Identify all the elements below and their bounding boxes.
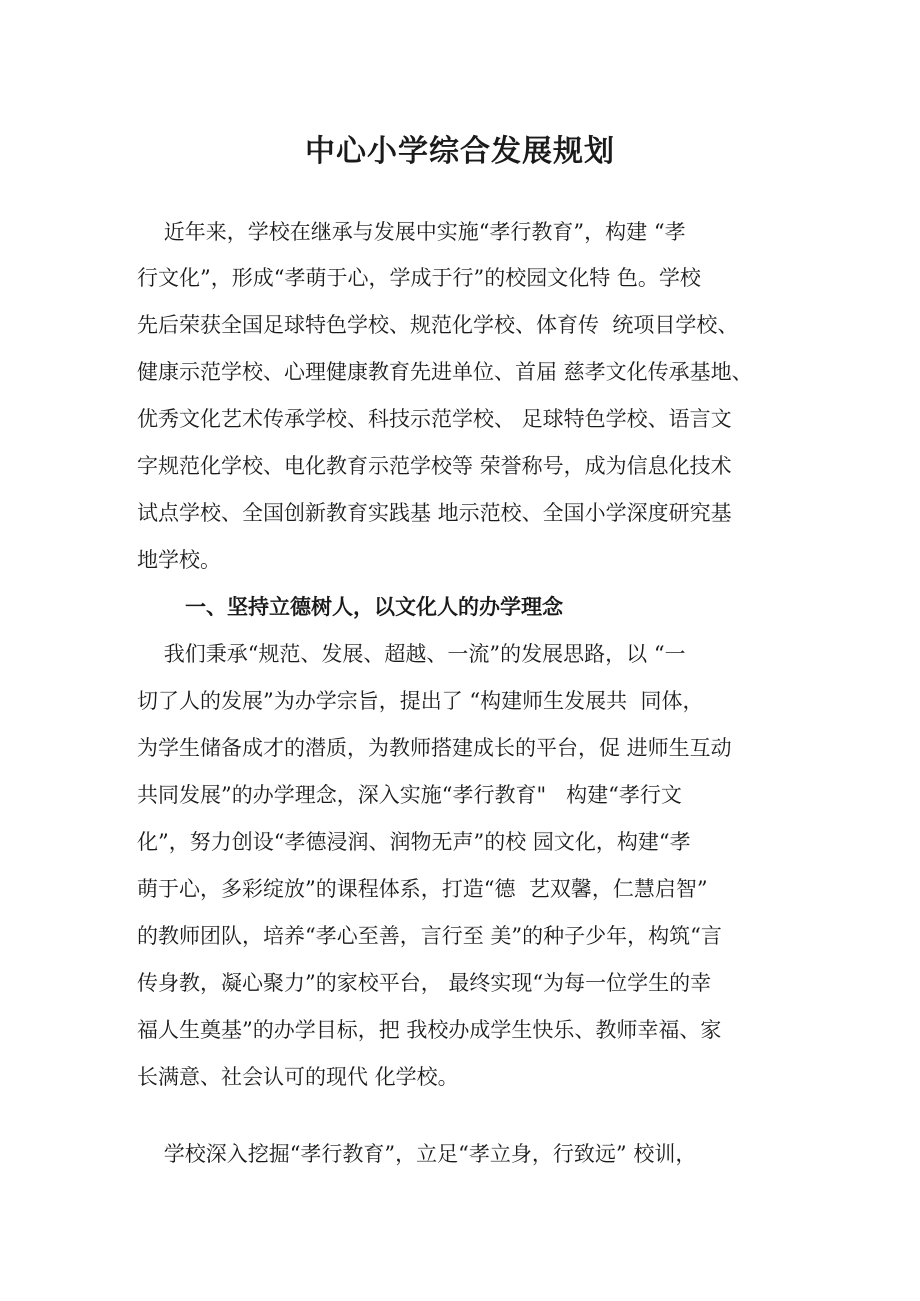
paragraph-line: 先后荣获全国足球特色学校、规范化学校、体育传 统项目学校、 bbox=[137, 313, 739, 337]
paragraph-line: 切了人的发展”为办学宗旨，提出了 “构建师生发展共 同体， bbox=[137, 689, 704, 713]
paragraph-line: 健康示范学校、心理健康教育先进单位、首届 慈孝文化传承基地、 bbox=[137, 360, 753, 384]
paragraph-line: 我们秉承“规范、发展、超越、一流”的发展思路，以 “一 bbox=[137, 642, 686, 666]
paragraph-line: 化”，努力创设“孝德浸润、润物无声”的校 园文化，构建“孝 bbox=[137, 830, 691, 854]
paragraph-line: 地学校。 bbox=[137, 548, 221, 572]
section-heading: 一、坚持立德树人，以文化人的办学理念 bbox=[185, 595, 563, 619]
paragraph-line: 学校深入挖掘“孝行教育”，立足“孝立身，行致远” 校训， bbox=[137, 1142, 697, 1166]
paragraph-line: 萌于心，多彩绽放”的课程体系，打造“德 艺双馨，仁慧启智” bbox=[137, 877, 708, 901]
paragraph-line: 传身教，凝心聚力”的家校平台， 最终实现“为每一位学生的幸 bbox=[137, 971, 712, 995]
paragraph-line: 行文化”，形成“孝萌于心，学成于行”的校园文化特 色。学校 bbox=[137, 266, 701, 290]
paragraph-line: 字规范化学校、电化教育示范学校等 荣誉称号，成为信息化技术 bbox=[137, 454, 732, 478]
paragraph-line: 试点学校、全国创新教育实践基 地示范校、全国小学深度研究基 bbox=[137, 501, 732, 525]
document-title: 中心小学综合发展规划 bbox=[305, 134, 615, 169]
paragraph-line: 优秀文化艺术传承学校、科技示范学校、 足球特色学校、语言文 bbox=[137, 407, 732, 431]
paragraph-line: 近年来，学校在继承与发展中实施“孝行教育”，构建 “孝 bbox=[137, 220, 686, 244]
paragraph-line: 为学生储备成才的潜质，为教师搭建成长的平台，促 进师生互动 bbox=[137, 736, 732, 760]
paragraph-line: 的教师团队，培养“孝心至善，言行至 美”的种子少年，构筑“言 bbox=[137, 924, 722, 948]
paragraph-line: 共同发展”的办学理念，深入实施“孝行教育" 构建“孝行文 bbox=[137, 783, 682, 807]
paragraph-line: 长满意、社会认可的现代 化学校。 bbox=[137, 1065, 459, 1089]
paragraph-line: 福人生奠基”的办学目标，把 我校办成学生快乐、教师幸福、家 bbox=[137, 1018, 722, 1042]
